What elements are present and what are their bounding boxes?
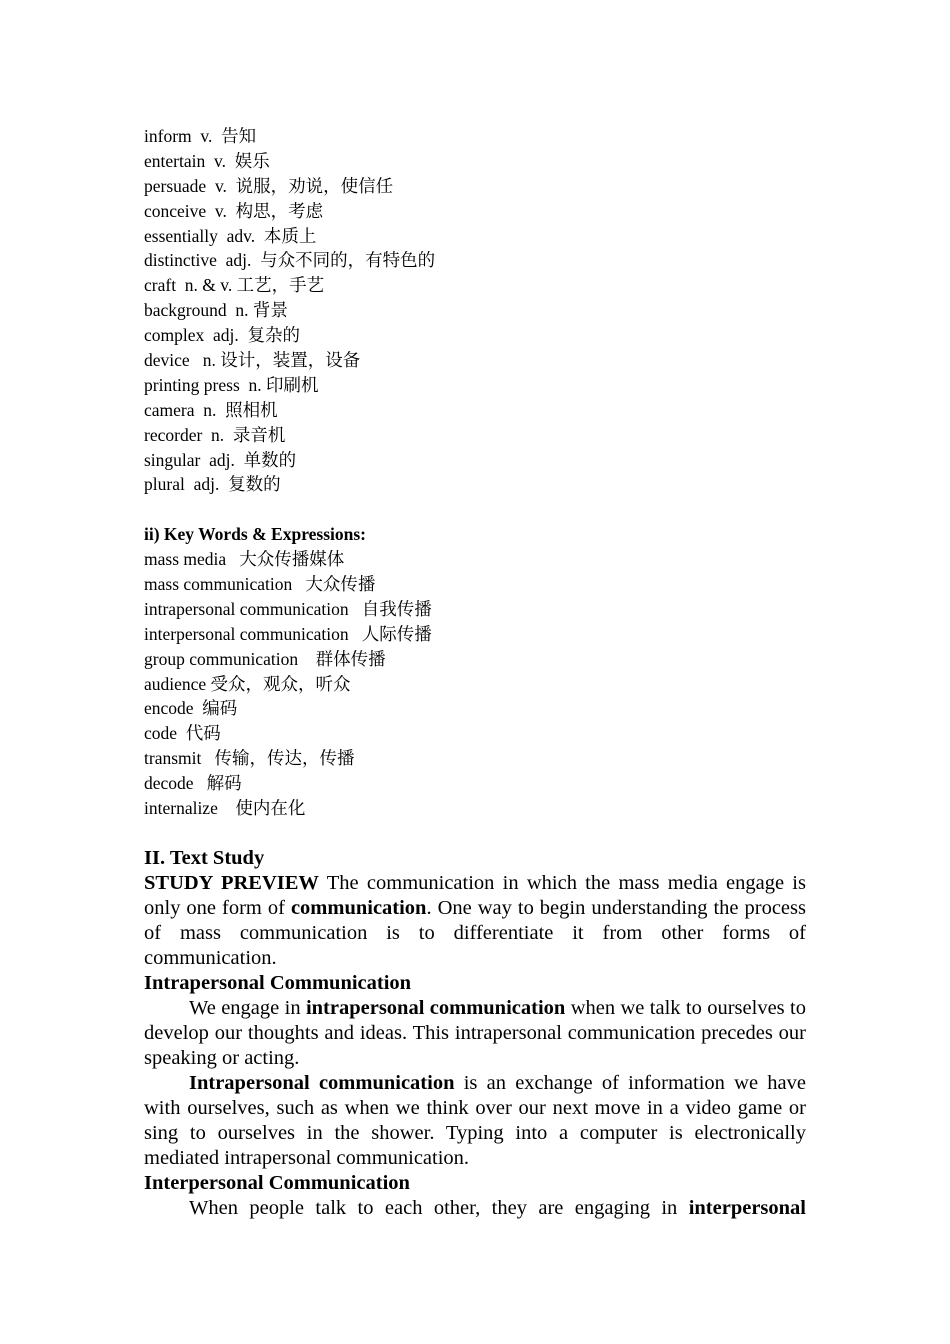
study-preview-text: The communication in which the mass media engage is only one form of (144, 871, 806, 919)
paragraph-text: when we talk to ourselves to develop our thoughts and ideas. This intrapersonal communication precedes our speaking or acting. (144, 996, 806, 1069)
vocab-item: persuade v. 说服，劝说，使信任 (144, 175, 394, 196)
key-word-item: mass media 大众传播媒体 (144, 549, 345, 570)
vocab-item: complex adj. 复杂的 (144, 325, 301, 346)
key-word-item: intrapersonal communication 自我传播 (144, 598, 432, 619)
section-heading: II. Text Study (144, 846, 265, 869)
vocab-item: craft n. & v. 工艺，手艺 (144, 275, 325, 296)
vocab-item: background n. 背景 (144, 300, 288, 321)
paragraph-text: is an exchange of information we have with ourselves, such as when we think over our next move in a video game or sing to ourselves in the shower. Typing into a computer is electronically mediated intrapersonal communication. (144, 1071, 806, 1169)
vocab-item: inform v. 告知 (144, 126, 257, 146)
subsection-heading: Intrapersonal Communication (144, 971, 412, 994)
key-word-item: internalize 使内在化 (144, 798, 306, 819)
spacer (144, 821, 806, 846)
body-paragraph (144, 1196, 806, 1221)
vocab-item: camera n. 照相机 (144, 399, 278, 420)
text-study-section (144, 846, 806, 1221)
vocab-item: printing press n. 印刷机 (144, 374, 319, 395)
study-preview-paragraph (144, 871, 806, 971)
study-preview-label: STUDY PREVIEW (144, 871, 319, 894)
subsection-heading: Interpersonal Communication (144, 1171, 410, 1194)
bold-term: communication (290, 896, 427, 919)
key-word-item: decode 解码 (144, 773, 242, 794)
bold-term: interpersonal (688, 1196, 806, 1219)
paragraph-text: We engage in (189, 996, 306, 1019)
key-word-item: audience 受众，观众，听众 (144, 673, 351, 694)
key-word-item: code 代码 (144, 723, 221, 744)
vocab-item: entertain v. 娱乐 (144, 150, 270, 171)
vocab-item: device n. 设计，装置，设备 (144, 350, 361, 371)
page-content (144, 124, 806, 1221)
key-words-section (144, 522, 806, 821)
vocab-item: conceive v. 构思，考虑 (144, 200, 324, 221)
spacer (144, 497, 806, 522)
vocab-item: singular adj. 单数的 (144, 449, 297, 470)
paragraph-text: When people talk to each other, they are engaging in (189, 1196, 689, 1219)
key-word-item: mass communication 大众传播 (144, 574, 376, 595)
study-preview-text: . One way to begin understanding the process of mass communication is to differentiate it from other forms of communication. (144, 896, 806, 969)
key-words-heading: ii) Key Words & Expressions: (144, 524, 367, 545)
key-word-item: transmit 传输，传达，传播 (144, 748, 355, 769)
vocab-item: essentially adv. 本质上 (144, 225, 317, 246)
body-paragraph (144, 996, 806, 1071)
vocab-item: distinctive adj. 与众不同的，有特色的 (144, 250, 436, 271)
key-word-item: group communication 群体传播 (144, 648, 386, 669)
key-word-item: interpersonal communication 人际传播 (144, 623, 432, 644)
vocab-item: plural adj. 复数的 (144, 474, 281, 495)
key-word-item: encode 编码 (144, 698, 238, 719)
vocabulary-list (144, 124, 806, 497)
body-paragraph (144, 1071, 806, 1171)
bold-term: Intrapersonal communication (189, 1071, 455, 1094)
vocab-item: recorder n. 录音机 (144, 424, 286, 445)
bold-term: intrapersonal communication (305, 996, 566, 1019)
